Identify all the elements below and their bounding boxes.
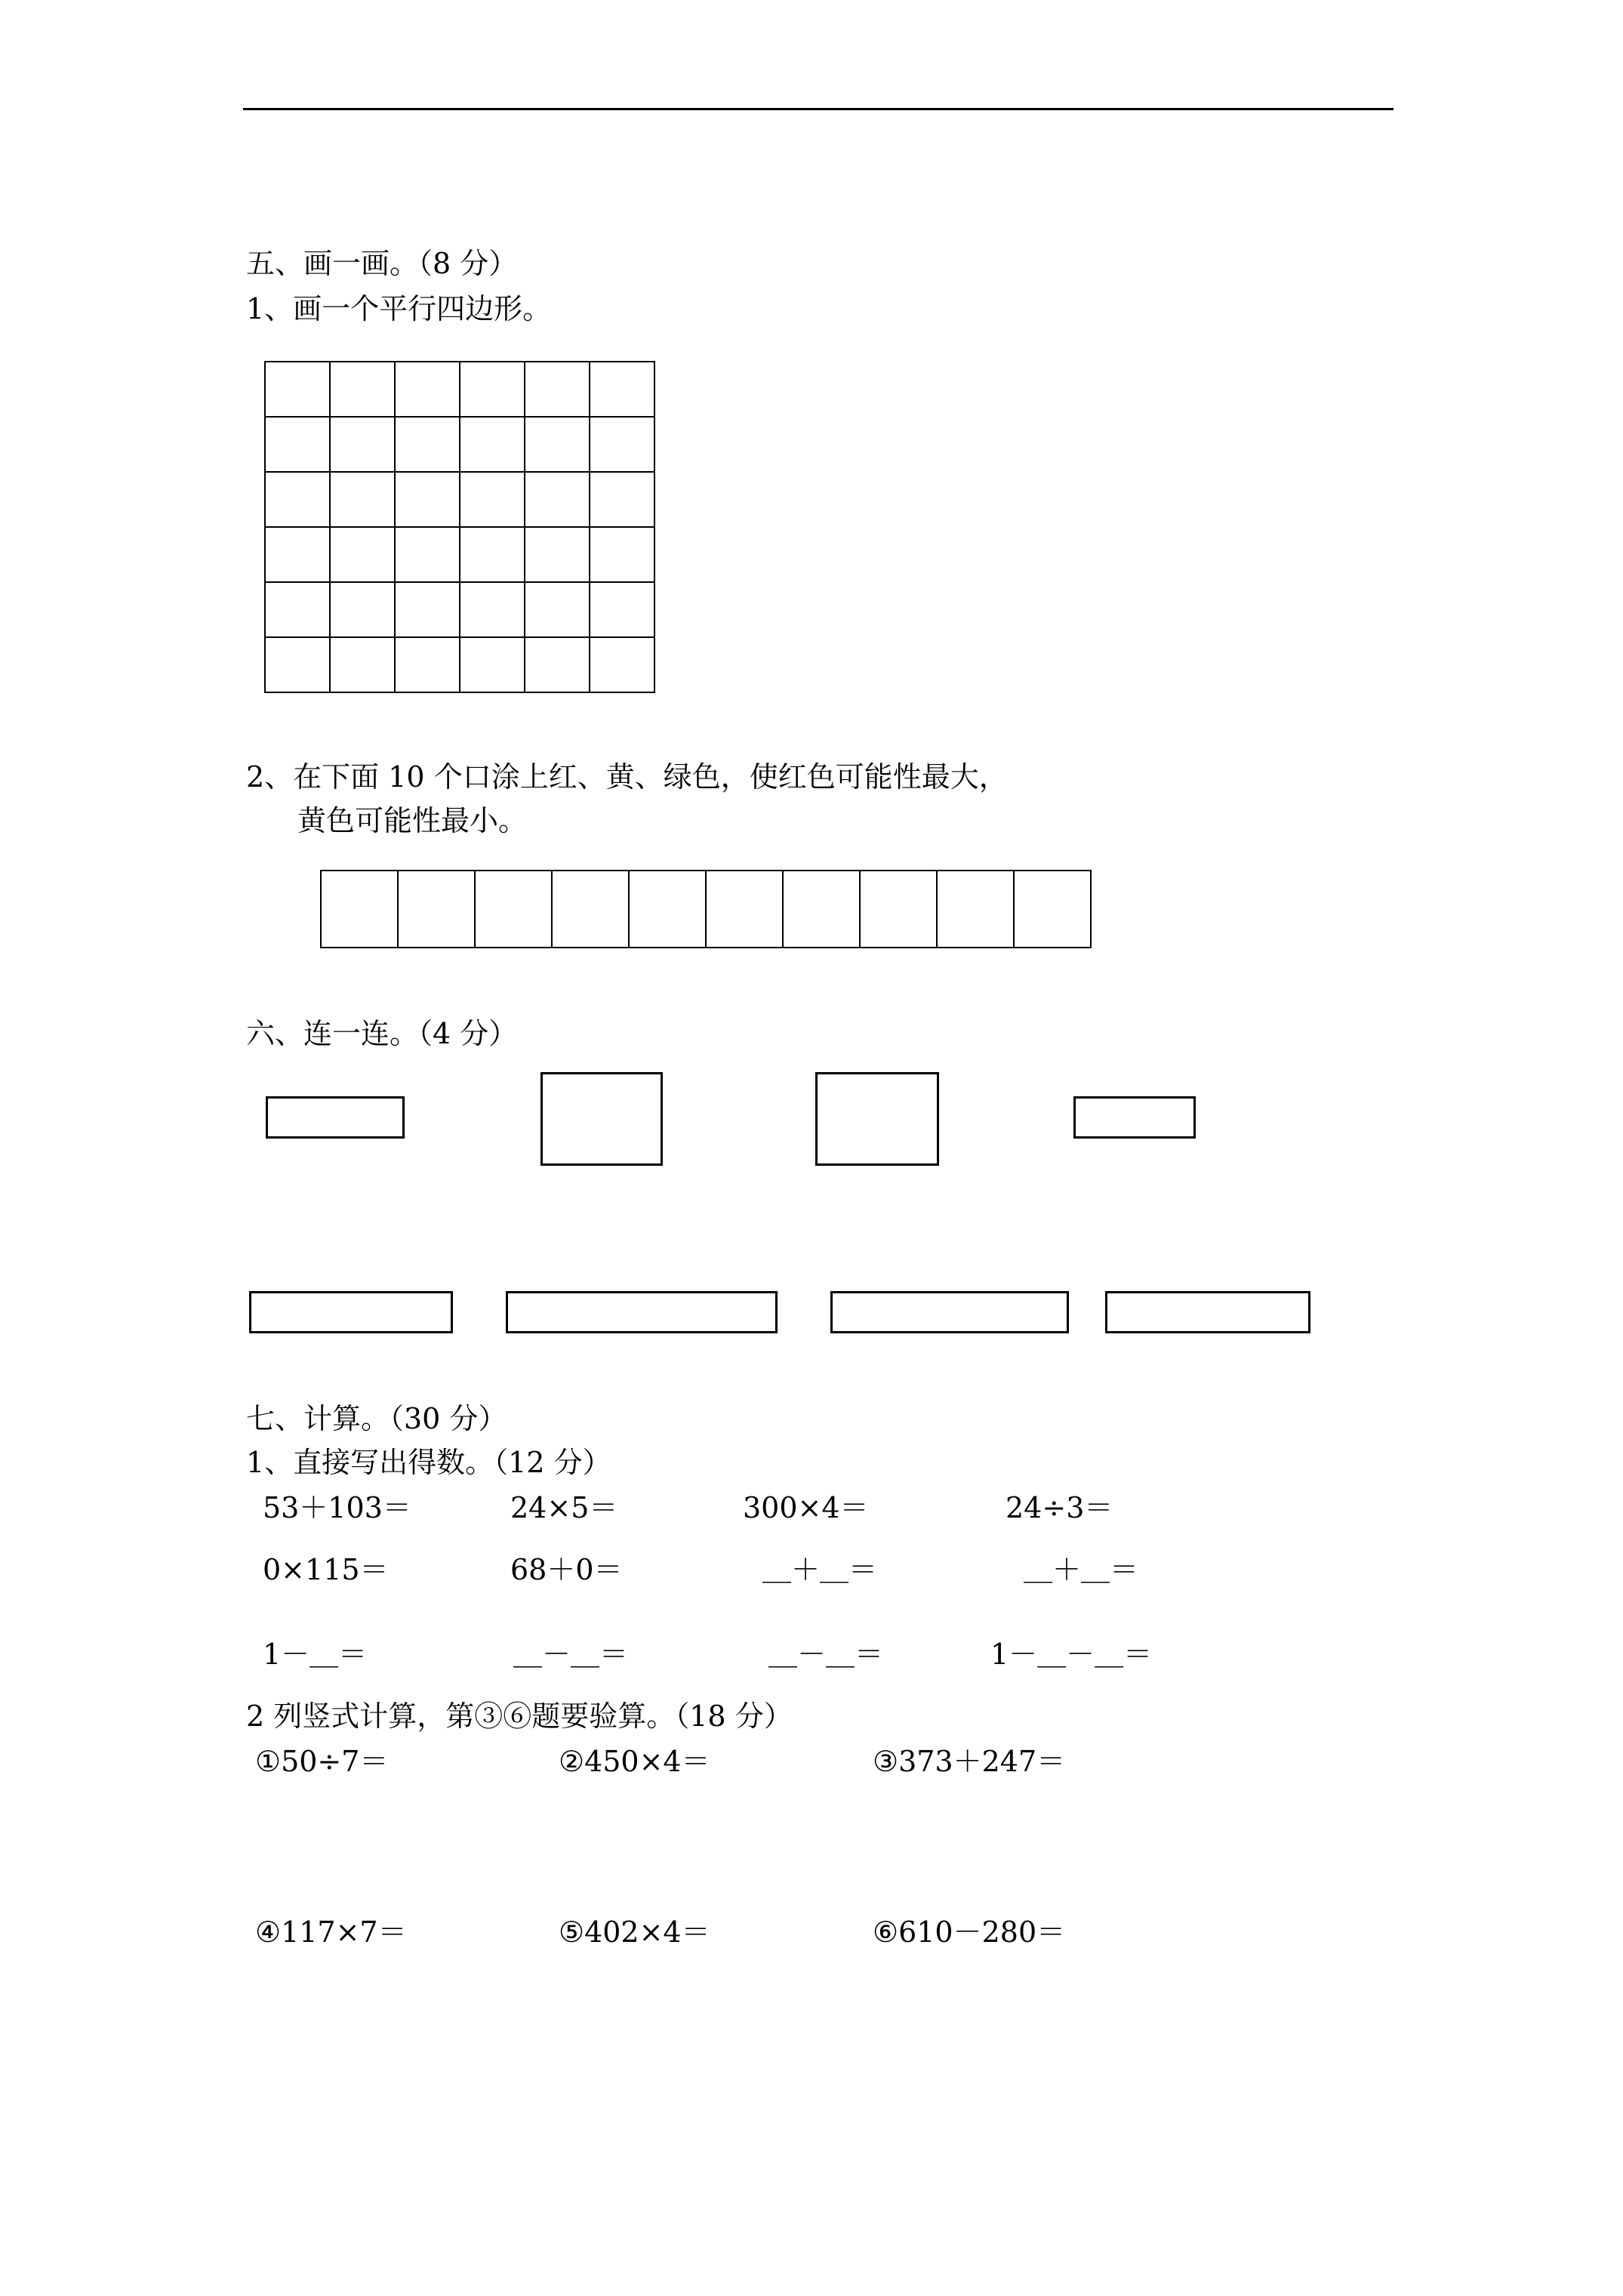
- calc-item: 53＋103＝: [263, 1491, 411, 1524]
- color-box: [783, 871, 860, 948]
- color-box: [552, 871, 629, 948]
- calc-item: ＿－＿＝: [768, 1638, 884, 1671]
- vertical-calc-item: ②450×4＝: [559, 1745, 710, 1778]
- vertical-calc-item: ①50÷7＝: [255, 1745, 389, 1778]
- vertical-calc-item: ⑥610－280＝: [873, 1915, 1066, 1949]
- color-box: [398, 871, 475, 948]
- vertical-calc-item: ⑤402×4＝: [559, 1915, 710, 1949]
- match-shape-top-1: [266, 1096, 405, 1139]
- calc-item: 68＋0＝: [510, 1553, 623, 1586]
- match-label-box-3: [830, 1291, 1069, 1333]
- match-shape-top-3: [815, 1072, 939, 1166]
- match-label-box-2: [506, 1291, 778, 1333]
- calc-item: 1－＿－＿＝: [990, 1638, 1153, 1671]
- color-box: [937, 871, 1014, 948]
- color-box: [706, 871, 783, 948]
- calc-item: 0×115＝: [263, 1553, 389, 1586]
- section5-q2-line1: 2、在下面 10 个口涂上红、黄、绿色，使红色可能性最大，: [246, 760, 1008, 794]
- match-shape-top-4: [1073, 1096, 1196, 1139]
- color-box: [475, 871, 552, 948]
- match-shape-top-2: [540, 1072, 663, 1166]
- calc-item: ＿＋＿＝: [762, 1553, 878, 1586]
- vertical-calc-item: ④117×7＝: [255, 1915, 407, 1949]
- calc-item: 300×4＝: [743, 1491, 869, 1524]
- calc-item: 1－＿＝: [263, 1638, 368, 1671]
- color-box: [1014, 871, 1091, 948]
- section5-q1: 1、画一个平行四边形。: [246, 292, 552, 325]
- section7-title: 七、计算。（30 分）: [246, 1402, 507, 1435]
- section6-title: 六、连一连。（4 分）: [246, 1017, 518, 1050]
- section5-title: 五、画一画。（8 分）: [246, 247, 518, 280]
- color-boxes-row: [320, 870, 1092, 948]
- calc-item: 24÷3＝: [1006, 1491, 1113, 1524]
- calc-item: 24×5＝: [510, 1491, 618, 1524]
- section7-part2-title: 2 列竖式计算，第③⑥题要验算。（18 分）: [246, 1700, 793, 1733]
- calc-item: ＿＋＿＝: [1024, 1553, 1139, 1586]
- color-box: [321, 871, 398, 948]
- calc-item: ＿－＿＝: [513, 1638, 629, 1671]
- header-rule: [243, 108, 1394, 110]
- section5-q2-line2: 黄色可能性最小。: [297, 804, 528, 837]
- match-label-box-1: [249, 1291, 453, 1333]
- match-label-box-4: [1105, 1291, 1310, 1333]
- vertical-calc-item: ③373＋247＝: [873, 1745, 1066, 1778]
- parallelogram-drawing-grid: [264, 361, 655, 693]
- color-box: [860, 871, 937, 948]
- section7-part1-title: 1、直接写出得数。（12 分）: [246, 1446, 611, 1479]
- color-box: [629, 871, 706, 948]
